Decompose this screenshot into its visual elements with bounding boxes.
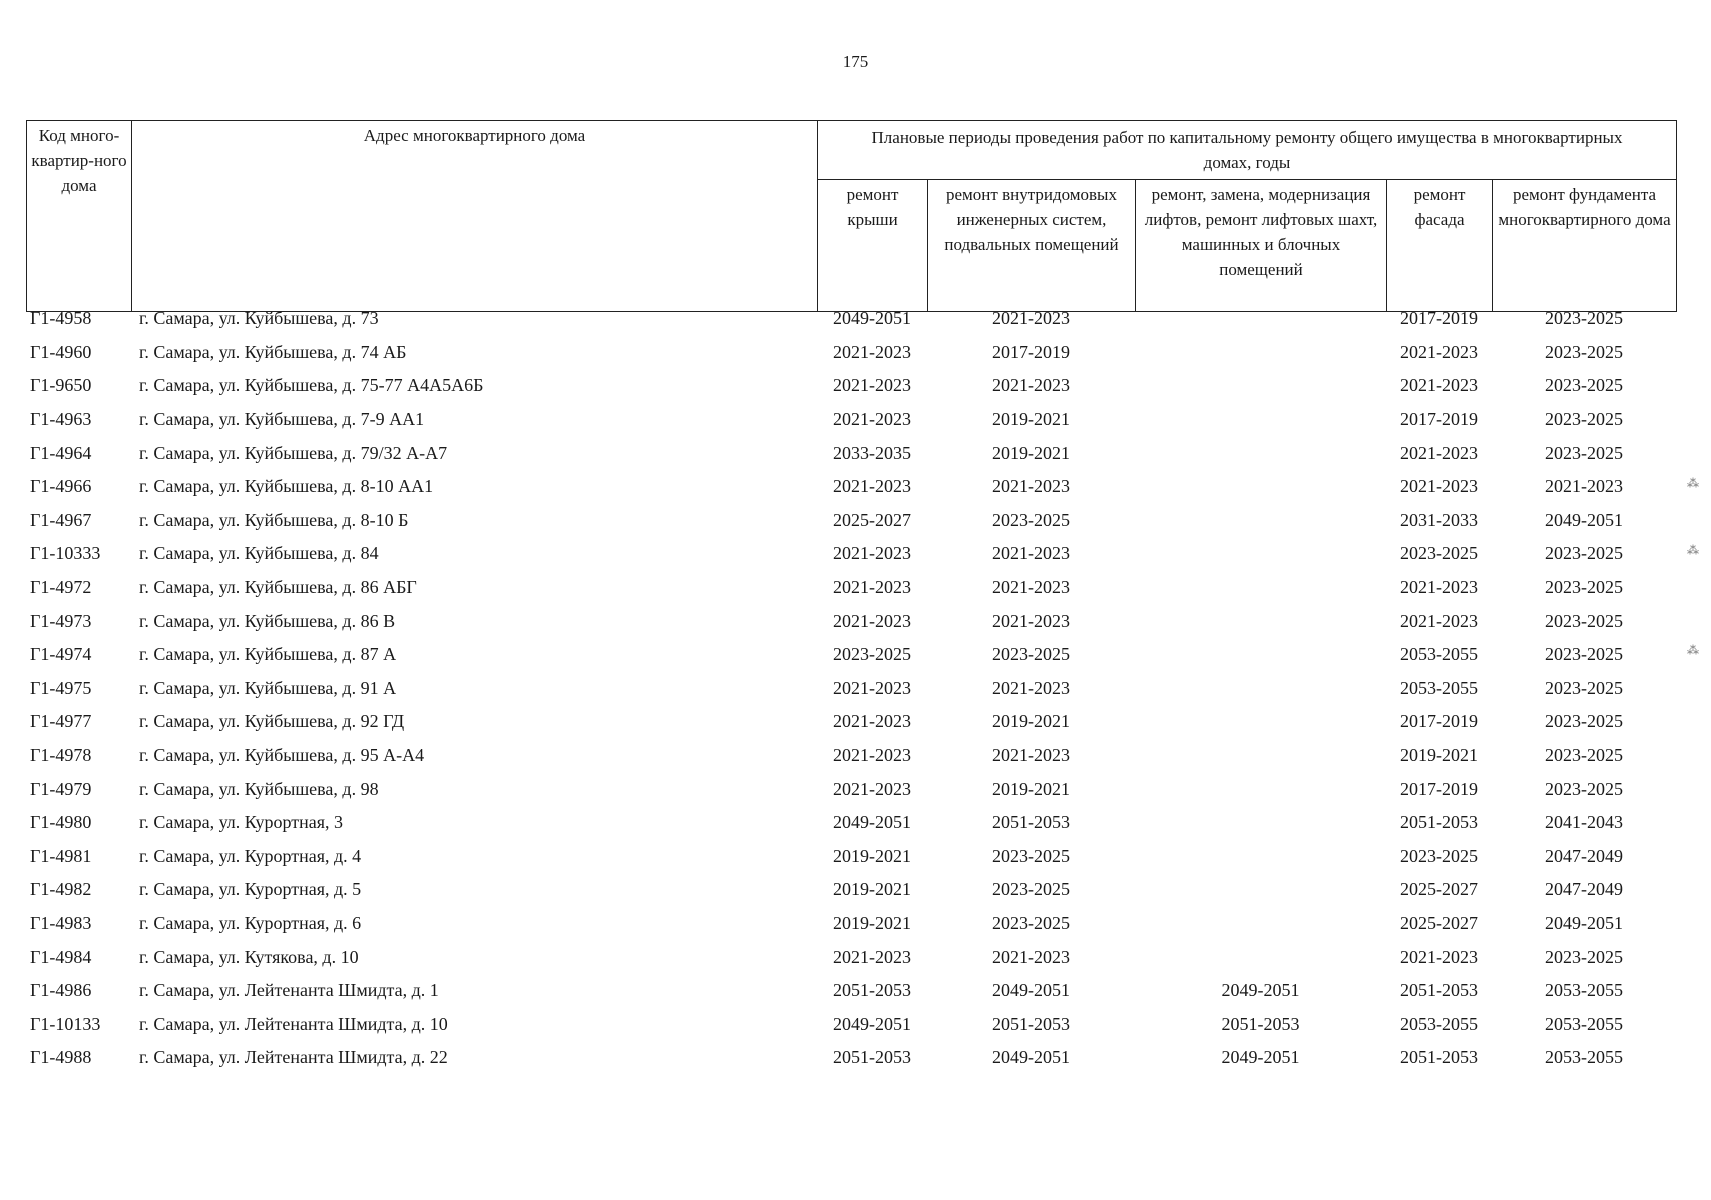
row-code: Г1-4966 — [30, 476, 92, 497]
row-systems: 2019-2021 — [992, 778, 1070, 799]
row-lifts — [1135, 840, 1386, 874]
header-periods-title: Плановые периоды проведения работ по капитальному ремонту общего имущества в многоквартирных домах, годы — [818, 121, 1677, 180]
row-facade: 2051-2053 — [1400, 1047, 1478, 1068]
row-code: Г1-4967 — [30, 509, 92, 530]
row-address: г. Самара, ул. Курортная, 3 — [139, 812, 343, 833]
row-foundation: 2023-2025 — [1545, 577, 1623, 598]
row-foundation: 2023-2025 — [1545, 543, 1623, 564]
row-address: г. Самара, ул. Лейтенанта Шмидта, д. 22 — [139, 1047, 448, 1068]
row-systems: 2021-2023 — [992, 946, 1070, 967]
row-systems: 2051-2053 — [992, 812, 1070, 833]
row-roof: 2021-2023 — [833, 745, 911, 766]
header-systems: ремонт внутридомовых инженерных систем, подвальных помещений — [928, 180, 1136, 312]
table-row — [26, 369, 1676, 403]
table-row — [26, 907, 1676, 941]
row-systems: 2021-2023 — [992, 745, 1070, 766]
page-number: 175 — [842, 52, 869, 71]
table-row — [26, 672, 1676, 706]
row-systems: 2051-2053 — [992, 1013, 1070, 1034]
table-row — [26, 1041, 1676, 1075]
row-foundation: 2023-2025 — [1545, 341, 1623, 362]
row-foundation: 2023-2025 — [1545, 946, 1623, 967]
row-code: Г1-4963 — [30, 409, 92, 430]
row-lifts — [1135, 638, 1386, 672]
row-facade: 2025-2027 — [1400, 912, 1478, 933]
row-address: г. Самара, ул. Куйбышева, д. 86 АБГ — [139, 577, 417, 598]
row-roof: 2025-2027 — [833, 509, 911, 530]
row-code: Г1-4979 — [30, 778, 92, 799]
row-lifts — [1135, 403, 1386, 437]
table-body — [26, 302, 1676, 1075]
row-facade: 2053-2055 — [1400, 1013, 1478, 1034]
row-foundation: 2023-2025 — [1545, 778, 1623, 799]
row-systems: 2023-2025 — [992, 845, 1070, 866]
row-lifts — [1135, 739, 1386, 773]
row-roof: 2021-2023 — [833, 341, 911, 362]
table-row — [26, 705, 1676, 739]
row-code: Г1-4964 — [30, 442, 92, 463]
row-address: г. Самара, ул. Лейтенанта Шмидта, д. 10 — [139, 1013, 448, 1034]
table-row — [26, 873, 1676, 907]
row-roof: 2033-2035 — [833, 442, 911, 463]
row-code: Г1-4980 — [30, 812, 92, 833]
row-address: г. Самара, ул. Лейтенанта Шмидта, д. 1 — [139, 980, 439, 1001]
row-foundation: 2023-2025 — [1545, 677, 1623, 698]
row-systems: 2021-2023 — [992, 677, 1070, 698]
row-address: г. Самара, ул. Курортная, д. 6 — [139, 912, 362, 933]
row-lifts — [1135, 940, 1386, 974]
row-address: г. Самара, ул. Куйбышева, д. 98 — [139, 778, 379, 799]
row-systems: 2023-2025 — [992, 912, 1070, 933]
table-row — [26, 772, 1676, 806]
row-lifts — [1135, 571, 1386, 605]
row-code: Г1-4982 — [30, 879, 92, 900]
row-systems: 2019-2021 — [992, 711, 1070, 732]
table-row — [26, 974, 1676, 1008]
row-facade: 2017-2019 — [1400, 409, 1478, 430]
row-facade: 2017-2019 — [1400, 308, 1478, 329]
row-systems: 2021-2023 — [992, 610, 1070, 631]
row-lifts — [1135, 369, 1386, 403]
row-facade: 2023-2025 — [1400, 845, 1478, 866]
row-facade: 2031-2033 — [1400, 509, 1478, 530]
row-address: г. Самара, ул. Куйбышева, д. 74 АБ — [139, 341, 407, 362]
row-lifts — [1135, 302, 1386, 336]
row-roof: 2021-2023 — [833, 543, 911, 564]
row-foundation: 2023-2025 — [1545, 308, 1623, 329]
header-lifts: ремонт, замена, модернизация лифтов, ремонт лифтовых шахт, машинных и блочных помещений — [1136, 180, 1387, 312]
row-foundation: 2047-2049 — [1545, 879, 1623, 900]
row-facade: 2053-2055 — [1400, 644, 1478, 665]
row-code: Г1-4960 — [30, 341, 92, 362]
table-row — [26, 571, 1676, 605]
row-roof: 2049-2051 — [833, 308, 911, 329]
row-lifts: 2049-2051 — [1221, 980, 1300, 1001]
scan-speck: ⁂ — [1687, 643, 1699, 657]
row-facade: 2021-2023 — [1400, 375, 1478, 396]
row-roof: 2021-2023 — [833, 375, 911, 396]
row-systems: 2049-2051 — [992, 980, 1070, 1001]
row-foundation: 2041-2043 — [1545, 812, 1623, 833]
row-lifts — [1135, 537, 1386, 571]
row-facade: 2017-2019 — [1400, 778, 1478, 799]
row-facade: 2023-2025 — [1400, 543, 1478, 564]
row-roof: 2049-2051 — [833, 812, 911, 833]
row-code: Г1-10333 — [30, 543, 101, 564]
table-row — [26, 302, 1676, 336]
row-address: г. Самара, ул. Кутякова, д. 10 — [139, 946, 359, 967]
row-lifts — [1135, 470, 1386, 504]
row-systems: 2049-2051 — [992, 1047, 1070, 1068]
row-roof: 2021-2023 — [833, 577, 911, 598]
row-address: г. Самара, ул. Куйбышева, д. 79/32 А-А7 — [139, 442, 448, 463]
row-foundation: 2053-2055 — [1545, 1013, 1623, 1034]
row-facade: 2051-2053 — [1400, 812, 1478, 833]
table-row — [26, 537, 1676, 571]
row-code: Г1-4958 — [30, 308, 92, 329]
row-roof: 2021-2023 — [833, 711, 911, 732]
row-address: г. Самара, ул. Курортная, д. 4 — [139, 845, 362, 866]
row-roof: 2023-2025 — [833, 644, 911, 665]
row-lifts — [1135, 772, 1386, 806]
row-systems: 2021-2023 — [992, 308, 1070, 329]
row-facade: 2021-2023 — [1400, 476, 1478, 497]
table-row — [26, 806, 1676, 840]
row-code: Г1-4981 — [30, 845, 92, 866]
table-row — [26, 604, 1676, 638]
row-systems: 2017-2019 — [992, 341, 1070, 362]
row-roof: 2019-2021 — [833, 879, 911, 900]
row-foundation: 2049-2051 — [1545, 509, 1623, 530]
table-row — [26, 940, 1676, 974]
row-roof: 2021-2023 — [833, 778, 911, 799]
row-lifts — [1135, 336, 1386, 370]
row-code: Г1-4988 — [30, 1047, 92, 1068]
row-lifts — [1135, 504, 1386, 538]
row-foundation: 2023-2025 — [1545, 409, 1623, 430]
row-foundation: 2021-2023 — [1545, 476, 1623, 497]
row-code: Г1-4975 — [30, 677, 92, 698]
row-lifts — [1135, 436, 1386, 470]
row-facade: 2025-2027 — [1400, 879, 1478, 900]
row-code: Г1-4973 — [30, 610, 92, 631]
table-row — [26, 470, 1676, 504]
row-lifts — [1135, 705, 1386, 739]
row-foundation: 2023-2025 — [1545, 644, 1623, 665]
row-foundation: 2049-2051 — [1545, 912, 1623, 933]
row-foundation: 2023-2025 — [1545, 375, 1623, 396]
table-header — [26, 120, 1677, 312]
row-code: Г1-4977 — [30, 711, 92, 732]
row-code: Г1-4972 — [30, 577, 92, 598]
row-address: г. Самара, ул. Куйбышева, д. 92 ГД — [139, 711, 405, 732]
header-foundation: ремонт фундамента многоквартирного дома — [1493, 180, 1677, 312]
row-systems: 2021-2023 — [992, 577, 1070, 598]
row-roof: 2049-2051 — [833, 1013, 911, 1034]
row-facade: 2021-2023 — [1400, 341, 1478, 362]
row-systems: 2023-2025 — [992, 644, 1070, 665]
row-facade: 2021-2023 — [1400, 442, 1478, 463]
scan-speck: ⁂ — [1687, 476, 1699, 490]
row-lifts: 2049-2051 — [1221, 1047, 1300, 1068]
row-lifts: 2051-2053 — [1221, 1013, 1300, 1034]
table-row — [26, 638, 1676, 672]
row-systems: 2021-2023 — [992, 543, 1070, 564]
row-systems: 2023-2025 — [992, 879, 1070, 900]
row-roof: 2051-2053 — [833, 1047, 911, 1068]
table-row — [26, 504, 1676, 538]
table-row — [26, 436, 1676, 470]
row-address: г. Самара, ул. Курортная, д. 5 — [139, 879, 362, 900]
row-foundation: 2053-2055 — [1545, 980, 1623, 1001]
row-systems: 2019-2021 — [992, 409, 1070, 430]
row-systems: 2021-2023 — [992, 375, 1070, 396]
scan-speck: ⁂ — [1687, 543, 1699, 557]
row-address: г. Самара, ул. Куйбышева, д. 8-10 Б — [139, 509, 409, 530]
row-address: г. Самара, ул. Куйбышева, д. 95 А-А4 — [139, 745, 425, 766]
row-roof: 2021-2023 — [833, 677, 911, 698]
table-row — [26, 403, 1676, 437]
row-roof: 2019-2021 — [833, 912, 911, 933]
table-row — [26, 336, 1676, 370]
row-code: Г1-10133 — [30, 1013, 101, 1034]
row-code: Г1-4986 — [30, 980, 92, 1001]
table-row — [26, 840, 1676, 874]
row-address: г. Самара, ул. Куйбышева, д. 84 — [139, 543, 379, 564]
row-address: г. Самара, ул. Куйбышева, д. 8-10 АА1 — [139, 476, 434, 497]
row-systems: 2023-2025 — [992, 509, 1070, 530]
row-roof: 2019-2021 — [833, 845, 911, 866]
row-code: Г1-4983 — [30, 912, 92, 933]
table-row — [26, 739, 1676, 773]
row-facade: 2021-2023 — [1400, 946, 1478, 967]
header-roof: ремонт крыши — [818, 180, 928, 312]
row-foundation: 2053-2055 — [1545, 1047, 1623, 1068]
row-address: г. Самара, ул. Куйбышева, д. 75-77 А4А5А6Б — [139, 375, 484, 396]
row-lifts — [1135, 806, 1386, 840]
row-address: г. Самара, ул. Куйбышева, д. 87 А — [139, 644, 397, 665]
row-code: Г1-4974 — [30, 644, 92, 665]
table-row — [26, 1007, 1676, 1041]
row-facade: 2021-2023 — [1400, 610, 1478, 631]
row-roof: 2021-2023 — [833, 476, 911, 497]
row-facade: 2051-2053 — [1400, 980, 1478, 1001]
row-foundation: 2023-2025 — [1545, 711, 1623, 732]
row-facade: 2019-2021 — [1400, 745, 1478, 766]
row-systems: 2019-2021 — [992, 442, 1070, 463]
row-roof: 2021-2023 — [833, 409, 911, 430]
row-roof: 2021-2023 — [833, 946, 911, 967]
row-foundation: 2023-2025 — [1545, 610, 1623, 631]
header-code: Код много-квартир-ного дома — [27, 121, 132, 312]
row-lifts — [1135, 672, 1386, 706]
row-code: Г1-9650 — [30, 375, 92, 396]
row-lifts — [1135, 873, 1386, 907]
row-code: Г1-4984 — [30, 946, 92, 967]
row-foundation: 2047-2049 — [1545, 845, 1623, 866]
row-roof: 2021-2023 — [833, 610, 911, 631]
row-code: Г1-4978 — [30, 745, 92, 766]
row-roof: 2051-2053 — [833, 980, 911, 1001]
row-systems: 2021-2023 — [992, 476, 1070, 497]
row-address: г. Самара, ул. Куйбышева, д. 86 В — [139, 610, 396, 631]
row-address: г. Самара, ул. Куйбышева, д. 73 — [139, 308, 379, 329]
row-facade: 2017-2019 — [1400, 711, 1478, 732]
row-facade: 2053-2055 — [1400, 677, 1478, 698]
row-address: г. Самара, ул. Куйбышева, д. 91 А — [139, 677, 397, 698]
row-lifts — [1135, 907, 1386, 941]
row-foundation: 2023-2025 — [1545, 442, 1623, 463]
row-lifts — [1135, 604, 1386, 638]
header-address: Адрес многоквартирного дома — [132, 121, 818, 312]
row-foundation: 2023-2025 — [1545, 745, 1623, 766]
header-facade: ремонт фасада — [1387, 180, 1493, 312]
row-address: г. Самара, ул. Куйбышева, д. 7-9 АА1 — [139, 409, 425, 430]
row-facade: 2021-2023 — [1400, 577, 1478, 598]
